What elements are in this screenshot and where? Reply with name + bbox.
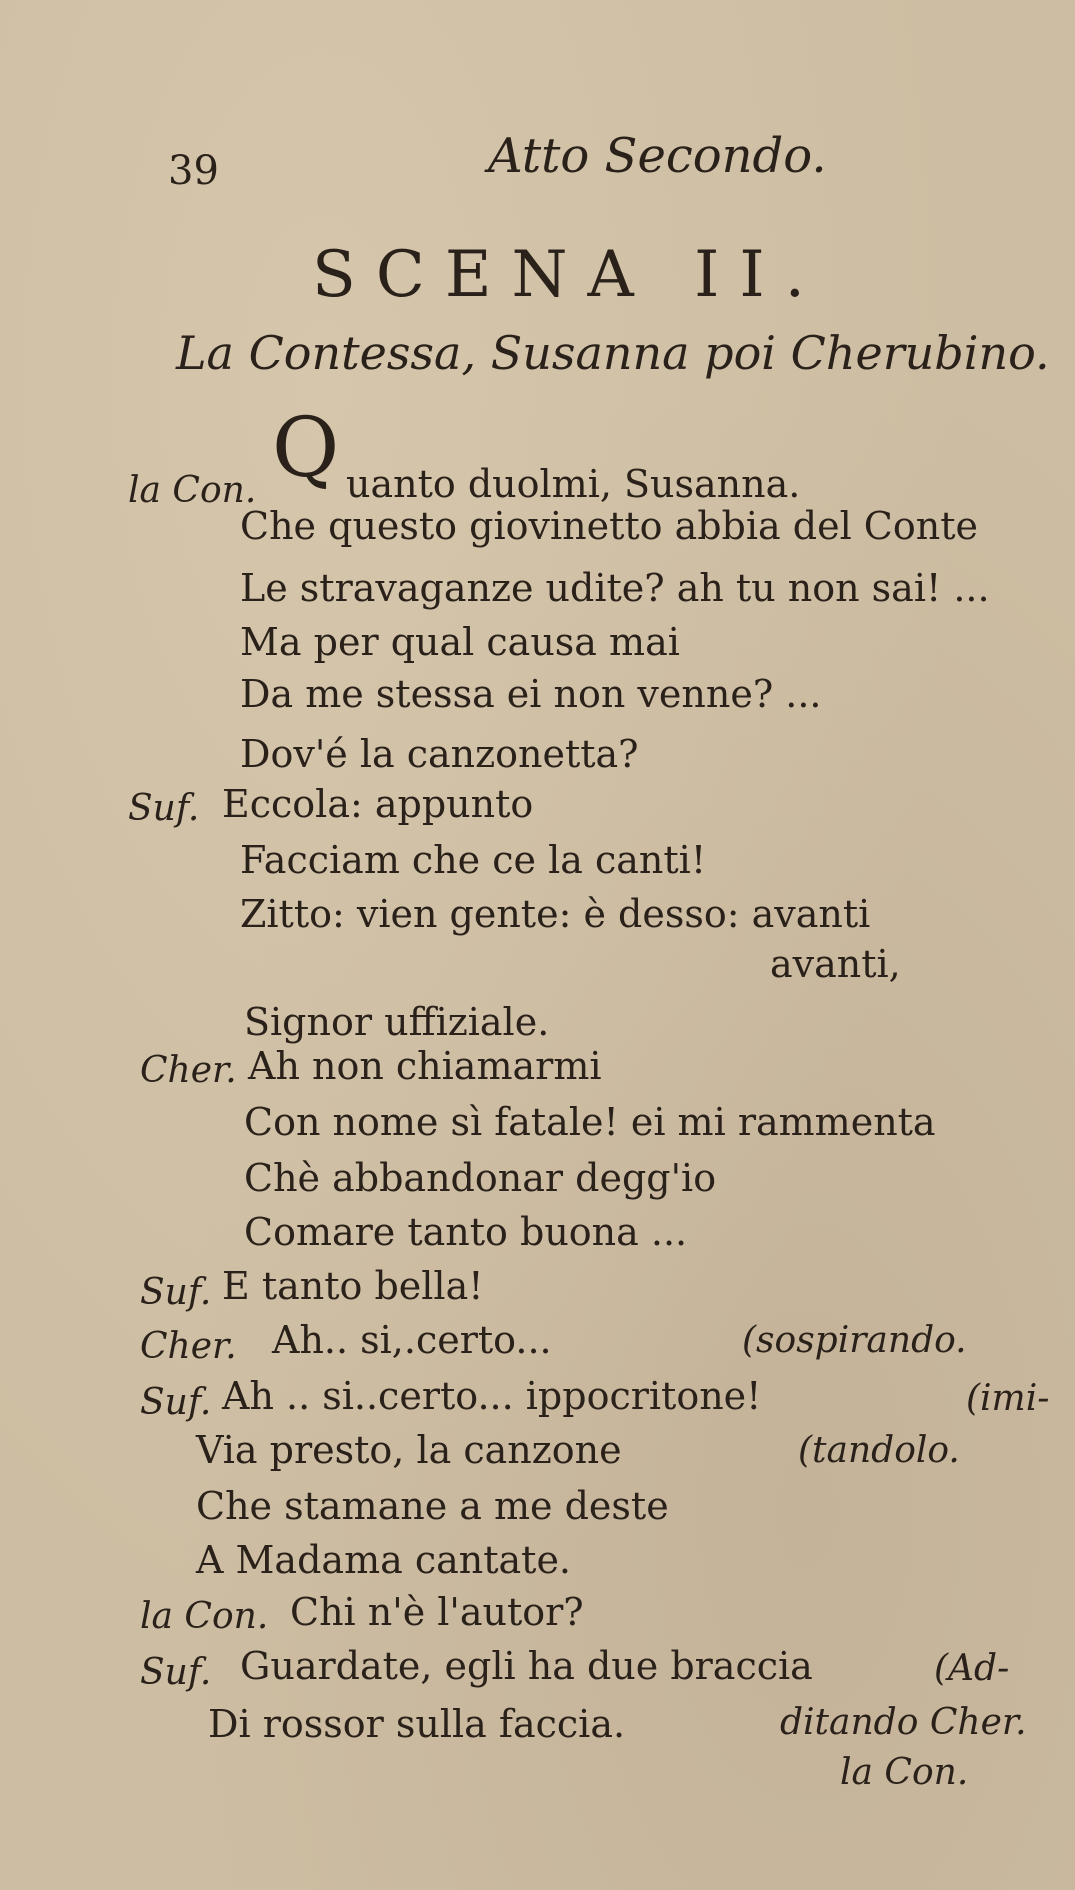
verse-line: Di rossor sulla faccia. bbox=[208, 1702, 626, 1746]
verse-line: Facciam che ce la canti! bbox=[240, 838, 707, 882]
verse-line: Ah.. si,.certo... bbox=[272, 1318, 552, 1362]
verse-line: Zitto: vien gente: è desso: avanti bbox=[240, 892, 871, 936]
speaker-label: la Con. bbox=[128, 470, 257, 511]
verse-line: Chi n'è l'autor? bbox=[290, 1590, 584, 1634]
stage-direction: ditando Cher. bbox=[780, 1702, 1027, 1743]
verse-line: Via presto, la canzone bbox=[196, 1428, 622, 1472]
verse-line: Eccola: appunto bbox=[222, 782, 534, 826]
stage-direction: (tandolo. bbox=[798, 1430, 960, 1471]
scene-heading: SCENA II. bbox=[312, 238, 825, 312]
verse-line: A Madama cantate. bbox=[196, 1538, 572, 1582]
verse-line: Dov'é la canzonetta? bbox=[240, 732, 639, 776]
verse-line: Chè abbandonar degg'io bbox=[244, 1156, 717, 1200]
verse-line: Le stravaganze udite? ah tu non sai! ... bbox=[240, 566, 990, 610]
speaker-label: Suf. bbox=[140, 1652, 212, 1693]
verse-line: Comare tanto buona ... bbox=[244, 1210, 688, 1254]
stage-direction: (Ad- bbox=[934, 1648, 1010, 1689]
speaker-label: Suf. bbox=[140, 1382, 212, 1423]
verse-line: Ah .. si..certo... ippocritone! bbox=[222, 1374, 762, 1418]
verse-line: Ma per qual causa mai bbox=[240, 620, 680, 664]
stage-direction: (imi- bbox=[966, 1378, 1050, 1419]
verse-line: Che questo giovinetto abbia del Conte bbox=[240, 504, 978, 548]
verse-line: E tanto bella! bbox=[222, 1264, 484, 1308]
verse-line: Che stamane a me deste bbox=[196, 1484, 669, 1528]
speaker-label: Suf. bbox=[140, 1272, 212, 1313]
stage-direction: la Con. bbox=[840, 1752, 969, 1793]
scene-characters: La Contessa, Susanna poi Cherubino. bbox=[176, 326, 1050, 380]
verse-line: Con nome sì fatale! ei mi rammenta bbox=[244, 1100, 936, 1144]
speaker-label: Cher. bbox=[140, 1326, 237, 1367]
verse-line: Da me stessa ei non venne? ... bbox=[240, 672, 822, 716]
speaker-label: Cher. bbox=[140, 1050, 237, 1091]
verse-line: uanto duolmi, Susanna. bbox=[346, 462, 801, 506]
speaker-label: Suf. bbox=[128, 788, 200, 829]
speaker-label: la Con. bbox=[140, 1596, 269, 1637]
verse-line: Ah non chiamarmi bbox=[248, 1044, 602, 1088]
verse-line: Signor uffiziale. bbox=[244, 1000, 550, 1044]
drop-cap: Q bbox=[272, 401, 340, 496]
stage-direction: (sospirando. bbox=[742, 1320, 967, 1361]
page-number: 39 bbox=[168, 148, 219, 194]
verse-line: Guardate, egli ha due braccia bbox=[240, 1644, 813, 1688]
verse-line: avanti, bbox=[770, 942, 901, 986]
running-title: Atto Secondo. bbox=[488, 128, 827, 184]
